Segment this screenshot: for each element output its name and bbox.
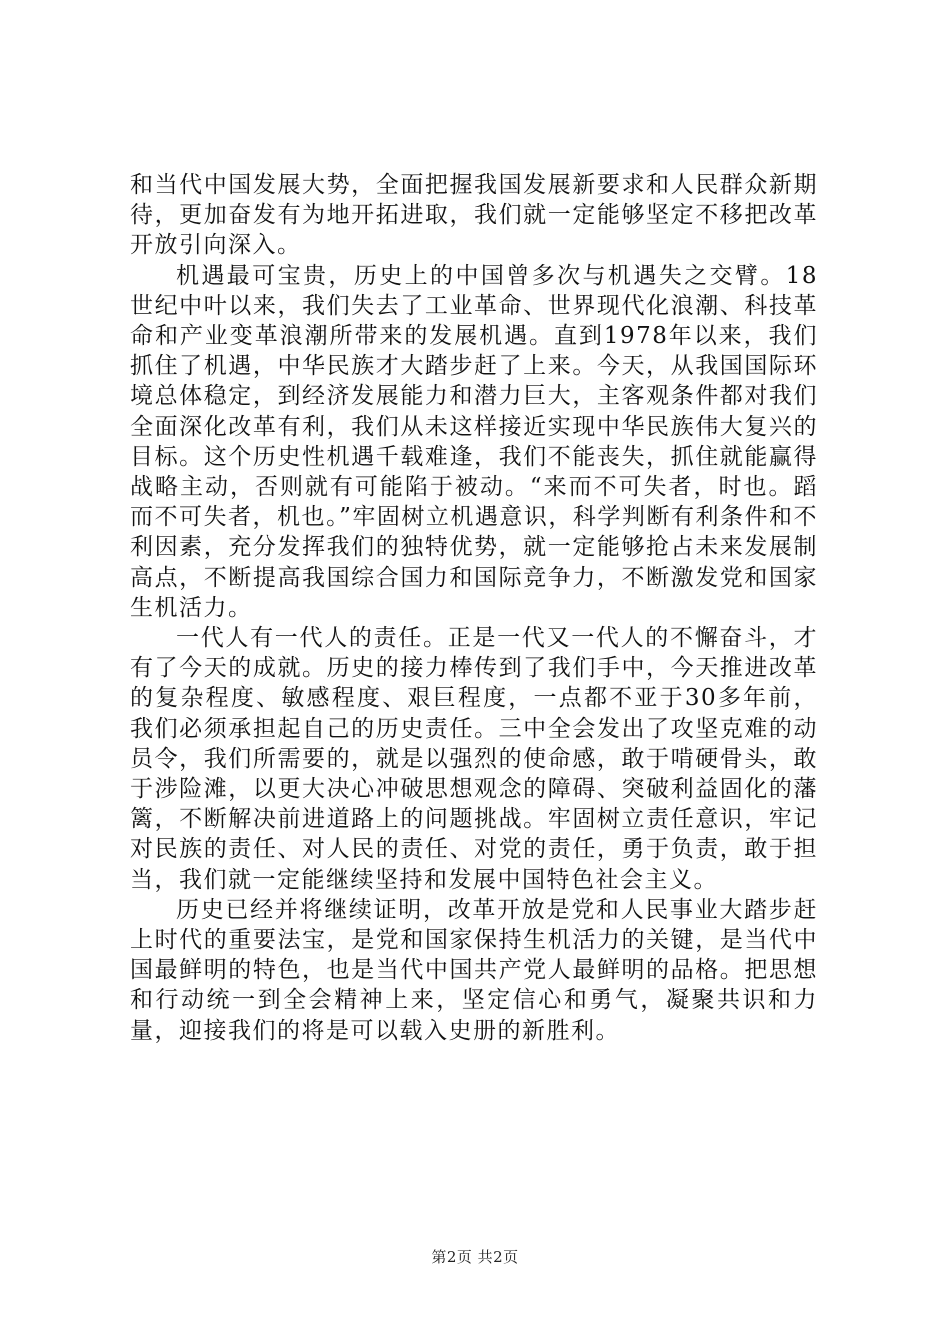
paragraph-conclusion: 历史已经并将继续证明，改革开放是党和人民事业大踏步赶上时代的重要法宝，是党和国家保持生机活力的关键，是当代中国最鲜明的特色，也是当代中国共产党人最鲜明的品格。把思想和行动统一到全会精神上来，坚定信心和勇气，凝聚共识和力量，迎接我们的将是可以载入史册的新胜利。 (130, 896, 818, 1044)
paragraph-responsibility: 一代人有一代人的责任。正是一代又一代人的不懈奋斗，才有了今天的成就。历史的接力棒传到了我们手中，今天推进改革的复杂程度、敏感程度、艰巨程度，一点都不亚于30多年前，我们必须承担起自己的历史责任。三中全会发出了攻坚克难的动员令，我们所需要的，就是以强烈的使命感，敢于啃硬骨头，敢于涉险滩，以更大决心冲破思想观念的障碍、突破利益固化的藩篱，不断解决前进道路上的问题挑战。牢固树立责任意识，牢记对民族的责任、对人民的责任、对党的责任，勇于负责，敢于担当，我们就一定能继续坚持和发展中国特色社会主义。 (130, 625, 818, 893)
paragraph-opportunity: 机遇最可宝贵，历史上的中国曾多次与机遇失之交臂。18世纪中叶以来，我们失去了工业革命、世界现代化浪潮、科技革命和产业变革浪潮所带来的发展机遇。直到1978年以来，我们抓住了机遇，中华民族才大踏步赶了上来。今天，从我国国际环境总体稳定，到经济发展能力和潜力巨大，主客观条件都对我们全面深化改革有利，我们从未这样接近实现中华民族伟大复兴的目标。这个历史性机遇千载难逢，我们不能丧失，抓住就能赢得战略主动，否则就有可能陷于被动。“来而不可失者，时也。蹈而不可失者，机也。”牢固树立机遇意识，科学判断有利条件和不利因素，充分发挥我们的独特优势，就一定能够抢占未来发展制高点，不断提高我国综合国力和国际竞争力，不断激发党和国家生机活力。 (130, 262, 818, 621)
paragraph-continued: 和当代中国发展大势，全面把握我国发展新要求和人民群众新期待，更加奋发有为地开拓进取，我们就一定能够坚定不移把改革开放引向深入。 (130, 172, 818, 259)
document-body (130, 170, 818, 1046)
page-footer: 第2页 共2页 (431, 1248, 519, 1266)
